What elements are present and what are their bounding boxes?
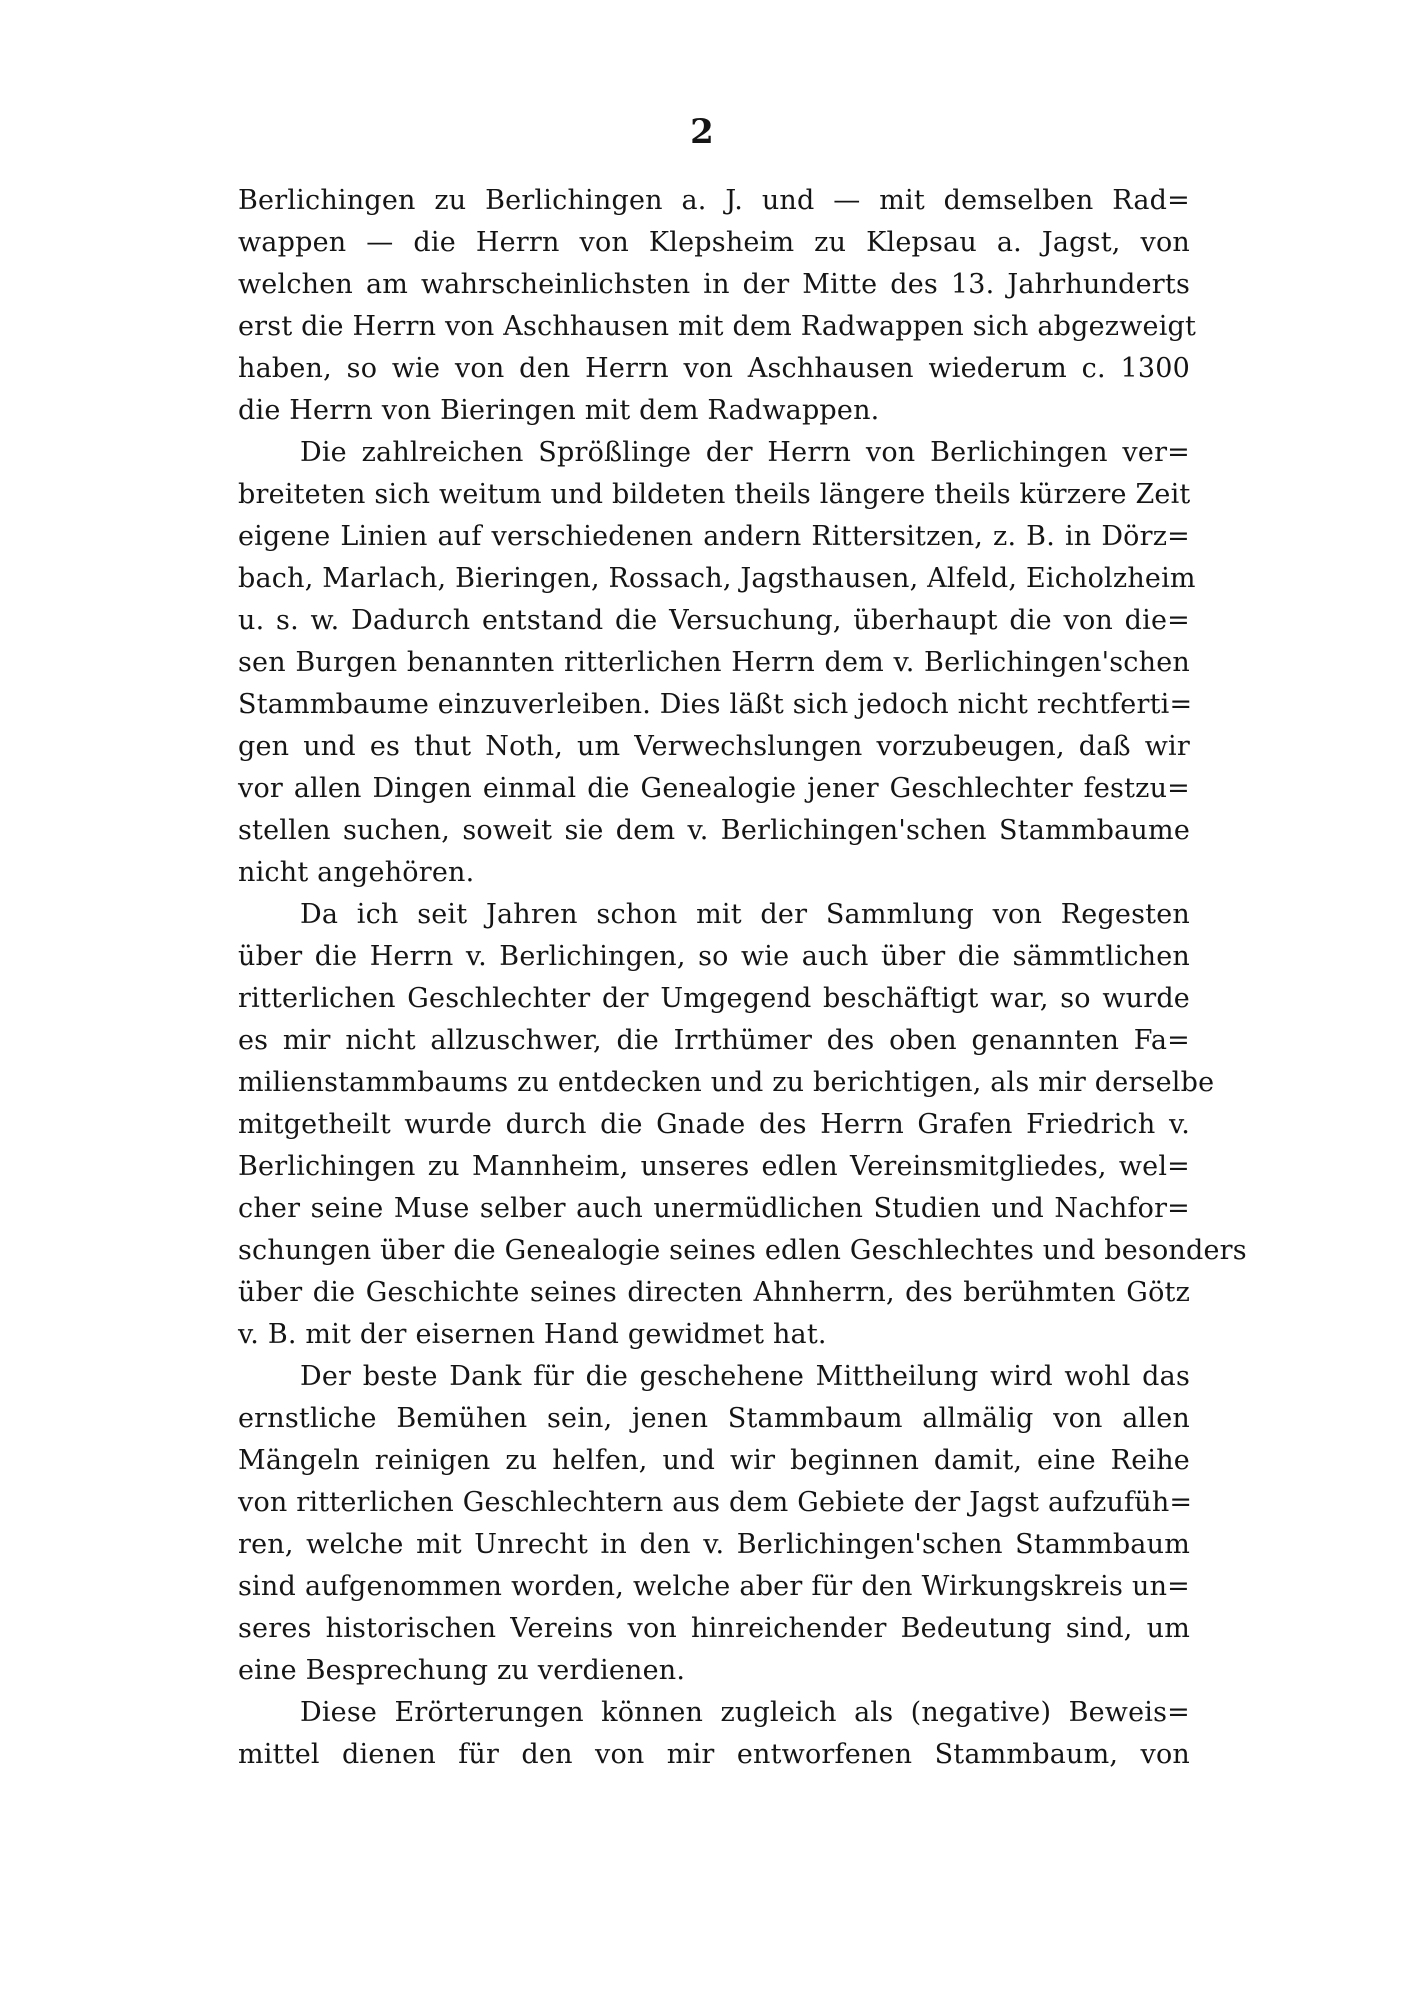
text-line: Mängeln reinigen zu helfen, und wir beginnen damit, eine Reihe — [238, 1445, 1190, 1476]
text-line: eigene Linien auf verschiedenen andern Rittersitzen, z. B. in Dörz= — [238, 521, 1190, 552]
text-line: die Herrn von Bieringen mit dem Radwappen. — [238, 395, 880, 426]
text-line: wappen — die Herrn von Klepsheim zu Klepsau a. Jagst, von — [238, 227, 1190, 258]
paragraph-3 — [238, 894, 1247, 1356]
text-line: eine Besprechung zu verdienen. — [238, 1655, 686, 1686]
text-line: milienstammbaums zu entdecken und zu berichtigen, als mir derselbe — [238, 1067, 1215, 1098]
text-line: ren, welche mit Unrecht in den v. Berlichingen'schen Stammbaum — [238, 1529, 1190, 1560]
text-line: v. B. mit der eisernen Hand gewidmet hat. — [238, 1319, 827, 1350]
paragraph-2 — [238, 432, 1196, 894]
text-line: Berlichingen zu Mannheim, unseres edlen Vereinsmitgliedes, wel= — [238, 1151, 1190, 1182]
text-line: Diese Erörterungen können zugleich als (negative) Beweis= — [300, 1697, 1190, 1728]
text-line: cher seine Muse selber auch unermüdlichen Studien und Nachfor= — [238, 1193, 1190, 1224]
text-line: u. s. w. Dadurch entstand die Versuchung, überhaupt die von die= — [238, 605, 1190, 636]
text-line: mittel dienen für den von mir entworfenen Stammbaum, von — [238, 1739, 1190, 1770]
text-line: Berlichingen zu Berlichingen a. J. und — mit demselben Rad= — [238, 185, 1190, 216]
text-line: ritterlichen Geschlechter der Umgegend beschäftigt war, so wurde — [238, 983, 1190, 1014]
paragraph-1 — [238, 180, 1197, 432]
text-line: erst die Herrn von Aschhausen mit dem Radwappen sich abgezweigt — [238, 311, 1197, 342]
page-number: 2 — [690, 112, 714, 152]
text-line: welchen am wahrscheinlichsten in der Mitte des 13. Jahrhunderts — [238, 269, 1190, 300]
body-text — [238, 180, 1247, 1776]
text-line: nicht angehören. — [238, 857, 475, 888]
text-line: über die Herrn v. Berlichingen, so wie auch über die sämmtlichen — [238, 941, 1190, 972]
text-line: schungen über die Genealogie seines edlen Geschlechtes und besonders — [238, 1235, 1247, 1266]
text-line: Stammbaume einzuverleiben. Dies läßt sich jedoch nicht rechtferti= — [238, 689, 1193, 720]
text-line: mitgetheilt wurde durch die Gnade des Herrn Grafen Friedrich v. — [238, 1109, 1190, 1140]
text-line: Da ich seit Jahren schon mit der Sammlung von Regesten — [300, 899, 1190, 930]
text-line: es mir nicht allzuschwer, die Irrthümer des oben genannten Fa= — [238, 1025, 1190, 1056]
text-line: vor allen Dingen einmal die Genealogie jener Geschlechter festzu= — [238, 773, 1190, 804]
text-line: stellen suchen, soweit sie dem v. Berlichingen'schen Stammbaume — [238, 815, 1190, 846]
text-line: ernstliche Bemühen sein, jenen Stammbaum allmälig von allen — [238, 1403, 1190, 1434]
text-line: Die zahlreichen Sprößlinge der Herrn von Berlichingen ver= — [300, 437, 1190, 468]
text-line: über die Geschichte seines directen Ahnherrn, des berühmten Götz — [238, 1277, 1190, 1308]
text-line: sen Burgen benannten ritterlichen Herrn dem v. Berlichingen'schen — [238, 647, 1190, 678]
text-line: Der beste Dank für die geschehene Mittheilung wird wohl das — [300, 1361, 1190, 1392]
paragraph-4 — [238, 1356, 1193, 1692]
text-line: haben, so wie von den Herrn von Aschhausen wiederum c. 1300 — [238, 353, 1190, 384]
text-line: gen und es thut Noth, um Verwechslungen vorzubeugen, daß wir — [238, 731, 1190, 762]
text-line: von ritterlichen Geschlechtern aus dem Gebiete der Jagst aufzufüh= — [238, 1487, 1193, 1518]
text-line: sind aufgenommen worden, welche aber für den Wirkungskreis un= — [238, 1571, 1190, 1602]
text-line: breiteten sich weitum und bildeten theils längere theils kürzere Zeit — [238, 479, 1191, 510]
text-line: bach, Marlach, Bieringen, Rossach, Jagsthausen, Alfeld, Eicholzheim — [238, 563, 1196, 594]
paragraph-5 — [238, 1692, 1190, 1776]
text-line: seres historischen Vereins von hinreichender Bedeutung sind, um — [238, 1613, 1190, 1644]
